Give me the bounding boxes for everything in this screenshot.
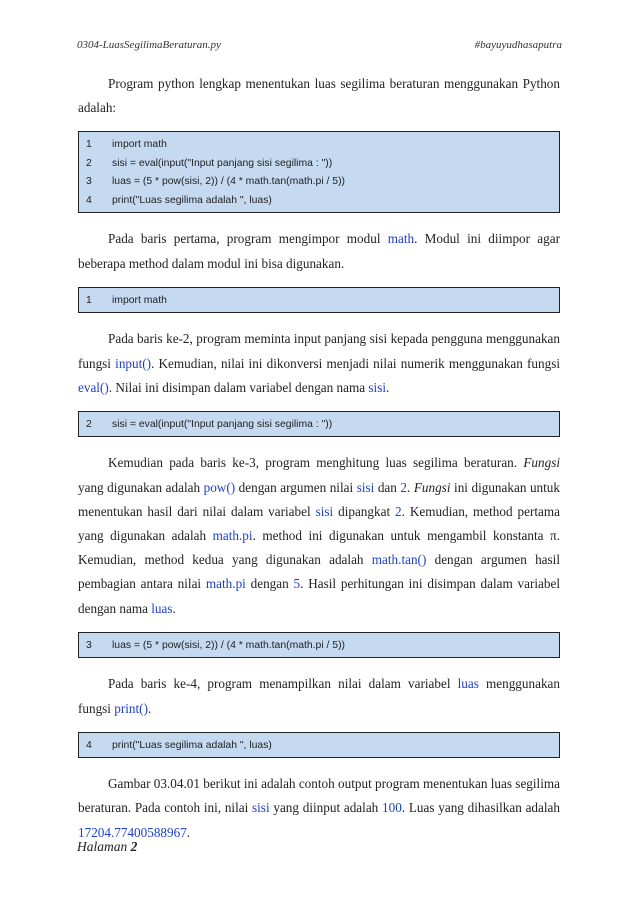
code-text: print("Luas segilima adalah ", luas) [112, 739, 272, 751]
line-number: 1 [86, 139, 92, 151]
code-line [79, 415, 559, 434]
intro-paragraph: Program python lengkap menentukan luas segilima beraturan menggunakan Python adalah: [78, 76, 560, 116]
line-number: 4 [86, 739, 92, 751]
code-line [79, 291, 559, 310]
code-text: import math [112, 294, 167, 306]
code-text: print("Luas segilima adalah ", luas) [112, 194, 272, 206]
code-block-line-1 [78, 287, 560, 314]
line-number: 2 [86, 418, 92, 430]
line-number: 3 [86, 176, 92, 188]
document-body [78, 72, 560, 845]
header-author: #bayuyudhasaputra [474, 39, 562, 51]
code-line [79, 191, 559, 210]
line-number: 4 [86, 194, 92, 206]
code-text: sisi = eval(input("Input panjang sisi segilima : ")) [112, 418, 333, 430]
line-number: 1 [86, 294, 92, 306]
code-line [79, 154, 559, 173]
paragraph-5: Gambar 03.04.01 berikut ini adalah contoh output program menentukan luas segilima beraturan. Pada contoh ini, nilai sisi yang diinput adalah 100. Luas yang dihasilkan adalah 17204.77400588967. [78, 776, 560, 840]
code-block-line-2 [78, 411, 560, 438]
code-text: import math [112, 139, 167, 151]
code-block-line-3 [78, 632, 560, 659]
code-text: sisi = eval(input("Input panjang sisi segilima : ")) [112, 157, 333, 169]
full-code-block [78, 131, 560, 213]
code-text: luas = (5 * pow(sisi, 2)) / (4 * math.tan(math.pi / 5)) [112, 639, 346, 651]
code-line [79, 172, 559, 191]
code-line [79, 135, 559, 154]
header-filename: 0304-LuasSegilimaBeraturan.py [77, 39, 221, 51]
line-number: 2 [86, 157, 92, 169]
code-line [79, 736, 559, 755]
code-text: luas = (5 * pow(sisi, 2)) / (4 * math.tan(math.pi / 5)) [112, 176, 346, 188]
code-block-line-4 [78, 732, 560, 759]
paragraph-1: Pada baris pertama, program mengimpor modul math. Modul ini diimpor agar beberapa method dalam modul ini bisa digunakan. [78, 231, 560, 271]
code-line [79, 636, 559, 655]
paragraph-2: Pada baris ke-2, program meminta input panjang sisi kepada pengguna menggunakan fungsi input(). Kemudian, nilai ini dikonversi menjadi nilai numerik menggunakan fungsi eval(). Nilai ini disimpan dalam variabel dengan nama sisi. [78, 331, 561, 395]
paragraph-4: Pada baris ke-4, program menampilkan nilai dalam variabel luas menggunakan fungsi print(). [78, 676, 560, 716]
line-number: 3 [86, 639, 92, 651]
page-footer [77, 839, 137, 855]
page-number: 2 [130, 839, 138, 854]
footer-label: Halaman [77, 839, 131, 854]
paragraph-3: Kemudian pada baris ke-3, program menghitung luas segilima beraturan. Fungsi yang digunakan adalah pow() dengan argumen nilai sisi dan 2. Fungsi ini digunakan untuk menentukan hasil dari nilai dalam variabel sisi dipangkat 2. Kemudian, method pertama yang digunakan adalah math.pi. method ini digunakan untuk mengambil konstanta π. Kemudian, method kedua yang digunakan adalah math.tan() dengan argumen hasil pembagian antara nilai math.pi dengan 5. Hasil perhitungan ini disimpan dalam variabel dengan nama luas. [78, 455, 561, 616]
